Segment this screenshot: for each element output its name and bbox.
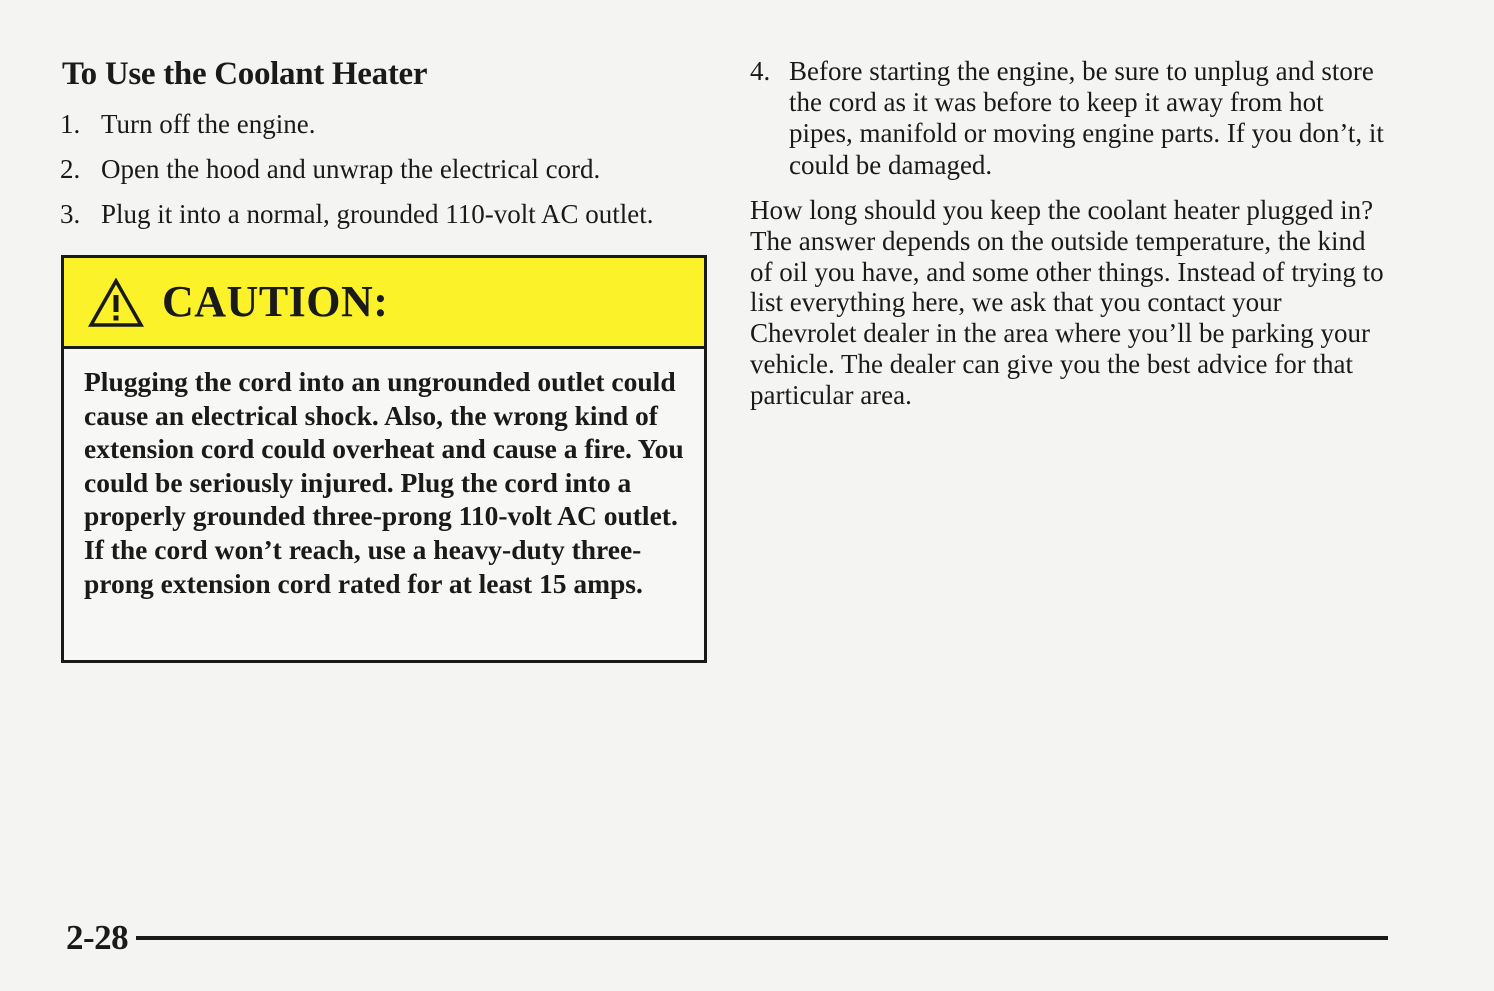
section-heading: To Use the Coolant Heater — [62, 56, 428, 92]
footer-rule — [136, 936, 1388, 940]
caution-text: Plugging the cord into an ungrounded outlet could cause an electrical shock. Also, the wrong kind of extension cord could overheat and cause a fire. You could be seriously injured. Plug the cord into a properly grounded three-prong 110-volt AC outlet. If the cord won’t reach, use a heavy-duty three-prong extension cord rated for at least 15 amps. — [84, 366, 684, 599]
step-number: 2. — [60, 154, 81, 184]
step-text: Before starting the engine, be sure to unplug and store the cord as it was before to keep it away from hot pipes, manifold or moving engine parts. If you don’t, it could be damaged. — [789, 56, 1384, 180]
step-number: 1. — [60, 109, 81, 139]
step-text: Plug it into a normal, grounded 110-volt AC outlet. — [101, 199, 654, 229]
caution-header — [64, 258, 704, 349]
warning-triangle-icon — [88, 278, 144, 328]
list-item — [60, 151, 720, 187]
step-number: 4. — [750, 56, 771, 86]
steps-list-left — [60, 106, 720, 241]
list-item — [60, 106, 720, 142]
caution-title: CAUTION: — [162, 277, 389, 326]
list-item — [750, 56, 1390, 181]
step-text: Turn off the engine. — [101, 109, 316, 139]
page-number: 2-28 — [66, 918, 129, 957]
step-number: 3. — [60, 199, 81, 229]
step-text: Open the hood and unwrap the electrical cord. — [101, 154, 601, 184]
caution-box — [61, 255, 707, 663]
body-paragraph: How long should you keep the coolant heater plugged in? The answer depends on the outside temperature, the kind of oil you have, and some other things. Instead of trying to list everything here, we ask that you contact your Chevrolet dealer in the area where you’ll be parking your vehicle. The dealer can give you the best advice for that particular area. — [750, 195, 1384, 410]
list-item — [60, 196, 720, 232]
steps-list-right — [750, 56, 1390, 181]
